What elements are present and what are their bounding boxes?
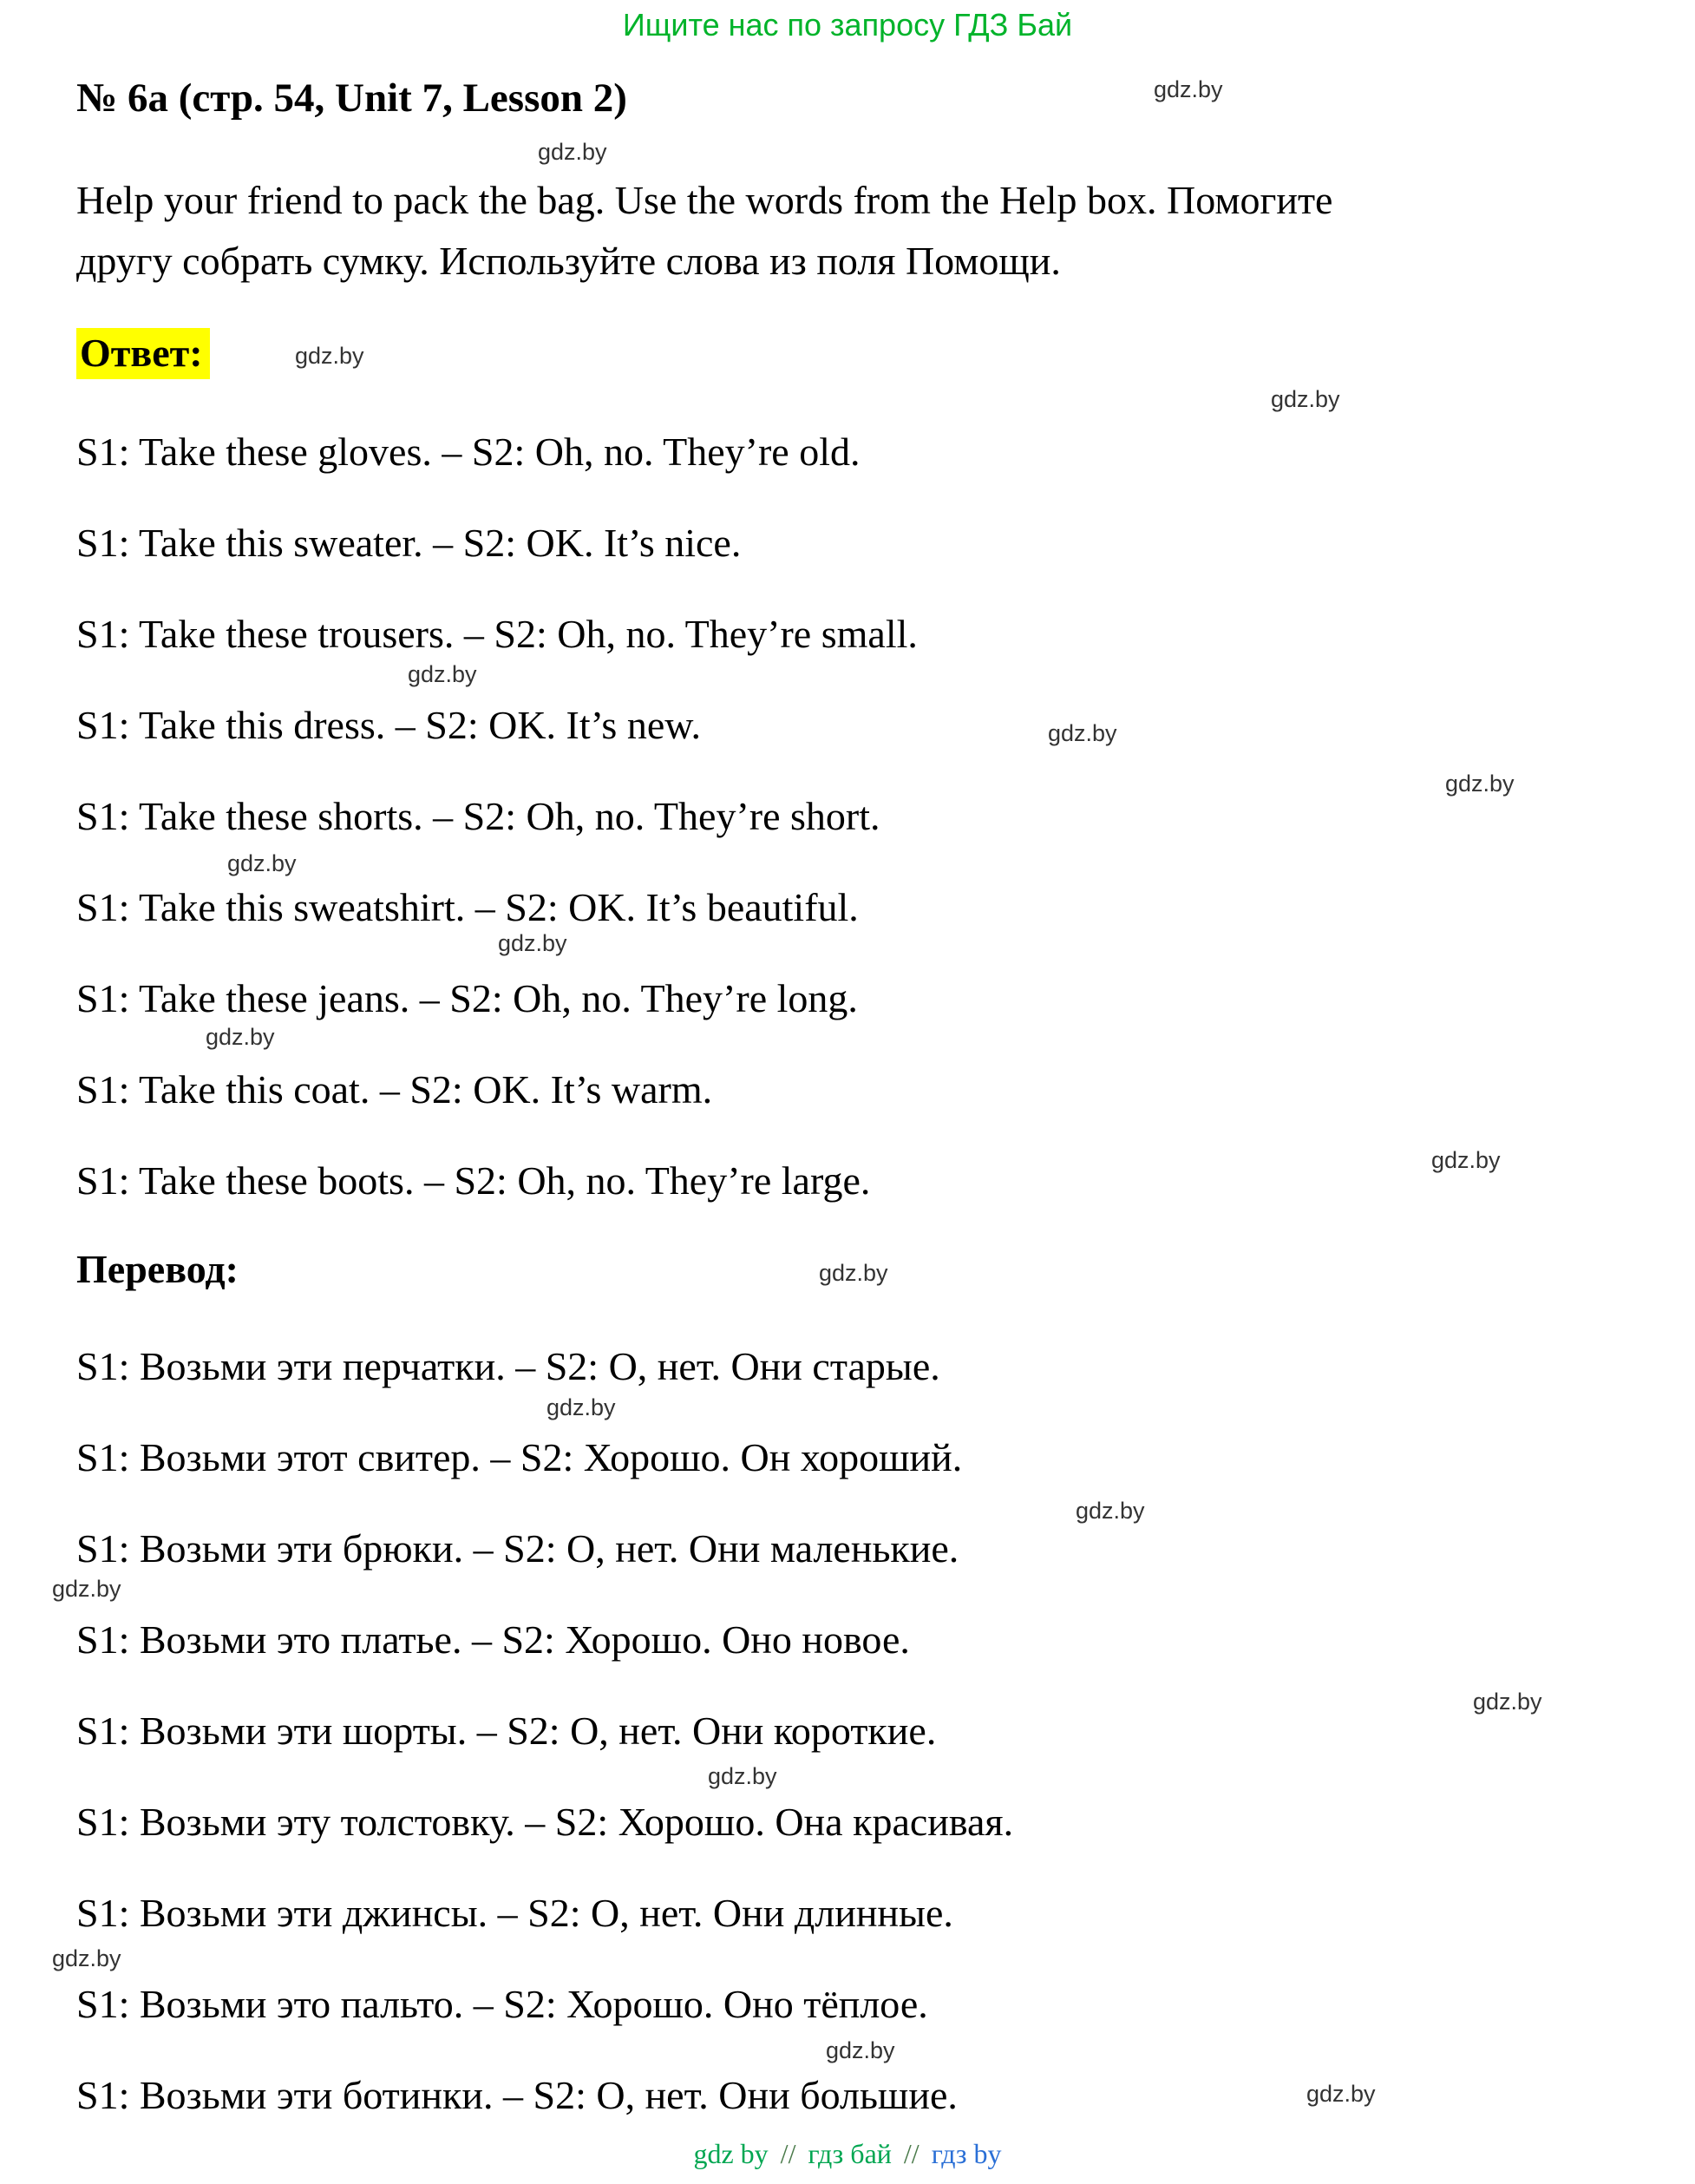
watermark: gdz.by	[52, 1945, 121, 1971]
translation-line: S1: Возьми эти джинсы. – S2: О, нет. Они длинные.	[76, 1891, 953, 1935]
translation-line: S1: Возьми эти перчатки. – S2: О, нет. Они старые.	[76, 1344, 940, 1388]
translation-line: S1: Возьми эти брюки. – S2: О, нет. Они маленькие.	[76, 1526, 959, 1571]
watermark: gdz.by	[819, 1260, 888, 1286]
watermark: gdz.by	[546, 1394, 616, 1420]
footer-gdz-by-1: gdz by	[693, 2138, 769, 2169]
answer-heading-highlight: Ответ:	[76, 328, 210, 379]
translation-heading: Перевод:	[76, 1247, 239, 1291]
watermark: gdz.by	[1154, 76, 1223, 102]
answer-line: S1: Take these boots. – S2: Oh, no. They’re large.	[76, 1158, 871, 1203]
footer-gdz-bai: гдз бай	[808, 2138, 892, 2169]
watermark: gdz.by	[1445, 771, 1515, 797]
task-description	[76, 170, 1643, 292]
answer-line: S1: Take these gloves. – S2: Oh, no. They’re old.	[76, 430, 861, 474]
task-line: другу собрать сумку. Используйте слова из поля Помощи.	[76, 239, 1061, 283]
translation-line: S1: Возьми эти шорты. – S2: О, нет. Они короткие.	[76, 1709, 937, 1753]
footer-separator: //	[780, 2138, 796, 2169]
exercise-title: № 6а (стр. 54, Unit 7, Lesson 2)	[76, 75, 627, 121]
answer-line: S1: Take this sweater. – S2: OK. It’s nice.	[76, 521, 742, 565]
watermark: gdz.by	[408, 661, 477, 687]
watermark: gdz.by	[708, 1763, 777, 1789]
translation-line: S1: Возьми этот свитер. – S2: Хорошо. Он хороший.	[76, 1435, 963, 1479]
watermark: gdz.by	[52, 1576, 121, 1602]
watermark: gdz.by	[1048, 720, 1117, 746]
answer-line: S1: Take this coat. – S2: OK. It’s warm.	[76, 1067, 713, 1112]
answer-line: S1: Take these jeans. – S2: Oh, no. They’re long.	[76, 976, 858, 1020]
watermark: gdz.by	[295, 343, 364, 369]
watermark: gdz.by	[206, 1024, 275, 1050]
watermark: gdz.by	[826, 2037, 895, 2063]
watermark: gdz.by	[1271, 386, 1340, 412]
watermark: gdz.by	[227, 850, 297, 876]
answer-list	[76, 406, 1660, 1226]
translation-line: S1: Возьми это платье. – S2: Хорошо. Оно новое.	[76, 1617, 910, 1662]
answer-line: S1: Take this sweatshirt. – S2: OK. It’s beautiful.	[76, 885, 859, 929]
watermark: gdz.by	[1431, 1147, 1501, 1173]
answer-heading	[76, 330, 210, 376]
translation-line: S1: Возьми эту толстовку. – S2: Хорошо. Она красивая.	[76, 1800, 1014, 1844]
translation-line: S1: Возьми эти ботинки. – S2: О, нет. Они большие.	[76, 2073, 958, 2117]
task-line: Help your friend to pack the bag. Use the words from the Help box. Помогите	[76, 178, 1333, 222]
translation-list	[76, 1321, 1660, 2141]
translation-line: S1: Возьми это пальто. – S2: Хорошо. Оно тёплое.	[76, 1982, 928, 2026]
footer	[0, 2138, 1695, 2170]
answer-line: S1: Take this dress. – S2: OK. It’s new.	[76, 703, 701, 747]
footer-separator: //	[903, 2138, 919, 2169]
watermark: gdz.by	[1076, 1498, 1145, 1524]
promo-banner: Ищите нас по запросу ГДЗ Бай	[622, 7, 1073, 43]
answer-line: S1: Take these trousers. – S2: Oh, no. They’re small.	[76, 612, 918, 656]
watermark: gdz.by	[1473, 1689, 1542, 1715]
watermark: gdz.by	[498, 930, 567, 956]
footer-gdz-by-2: гдз by	[931, 2138, 1002, 2169]
watermark: gdz.by	[538, 139, 607, 165]
answer-line: S1: Take these shorts. – S2: Oh, no. They’re short.	[76, 794, 880, 838]
watermark: gdz.by	[1306, 2081, 1376, 2107]
